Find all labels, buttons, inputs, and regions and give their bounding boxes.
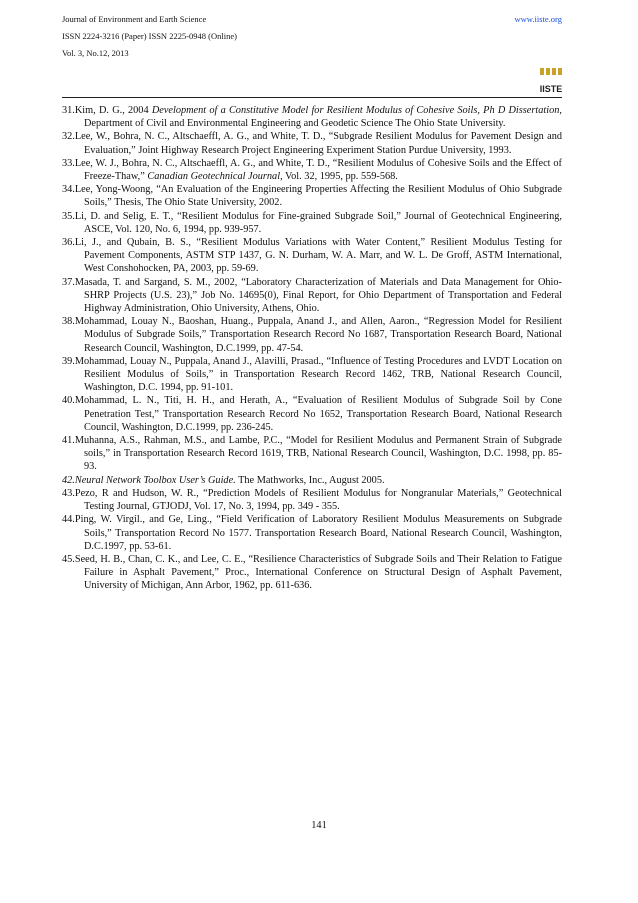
- journal-url-link[interactable]: www.iiste.org: [514, 14, 562, 24]
- reference-text: 34.Lee, Yong-Woong, “An Evaluation of the Engineering Properties Affecting the Resilient Modulus of Ohio Subgrade Soils,” Thesis, The Ohio State University, 2002.: [62, 184, 562, 209]
- header-divider: [62, 97, 562, 98]
- reference-item: [62, 130, 562, 156]
- reference-item: [62, 355, 562, 395]
- reference-text: 33.Lee, W. J., Bohra, N. C., Altschaeffl, A. G., and White, T. D., “Resilient Modulus of Cohesive Soils and the Effect of Freeze-Thaw,”: [62, 157, 562, 183]
- reference-text: 36.Li, J., and Qubain, B. S., “Resilient Modulus Variations with Water Content,” Resilient Modulus Testing for Pavement Components, ASTM STP 1437, G. N. Durham, W. A. Marr, and W. L. De Groff, ASTM International, West Conshohocken, PA, 2003, pp. 59-69.: [62, 237, 562, 275]
- reference-text: 45.Seed, H. B., Chan, C. K., and Lee, C. E., “Resilience Characteristics of Subgrade Soils and Their Relation to Fatigue Failure in Asphalt Pavement,” Proc., International Conference on Structural Design of Asphalt Pavement, University of Michigan, Ann Arbor, 1962, pp. 611-636.: [62, 553, 562, 592]
- reference-item: [62, 434, 562, 474]
- reference-text: 39.Mohammad, Louay N., Puppala, Anand J., Alavilli, Prasad., “Influence of Testing Procedures and LVDT Location on Resilient Modulus of Soils,” in Transportation Research Record 1462, TRB, National Research Council, Washington, D.C. 1994, pp. 91-101.: [62, 355, 562, 394]
- reference-item: [62, 157, 562, 183]
- reference-text: , Department of Civil and Environmental Engineering and Geodetic Science The Ohio State University.: [84, 105, 562, 130]
- reference-item: [62, 236, 562, 276]
- reference-item: [62, 315, 562, 355]
- volume-line: Vol. 3, No.12, 2013: [62, 48, 129, 58]
- reference-italic-text: Canadian Geotechnical Journal,: [147, 171, 283, 183]
- issn-line: ISSN 2224-3216 (Paper) ISSN 2225-0948 (Online): [62, 31, 237, 41]
- reference-item: [62, 474, 562, 487]
- reference-text: Vol. 32, 1995, pp. 559-568.: [282, 171, 398, 183]
- reference-item: [62, 183, 562, 209]
- reference-item: [62, 394, 562, 434]
- reference-item: [62, 553, 562, 593]
- reference-text: 43.Pezo, R and Hudson, W. R., “Prediction Models of Resilient Modulus for Nongranular Materials,” Geotechnical Testing Journal, GTJODJ, Vol. 17, No. 3, 1994, pp. 349 - 355.: [62, 487, 562, 513]
- reference-text: 38.Mohammad, Louay N., Baoshan, Huang., Puppala, Anand J., and Allen, Aaron., “Regression Model for Resilient Modulus of Subgrade Soils,” Transportation Research Record No 1687, Transportation Research Board, National Research Council, Washington, D.C.1999, pp. 47-54.: [62, 316, 562, 354]
- svg-text:IISTE: IISTE: [539, 84, 563, 94]
- reference-italic-text: Development of a Constitutive Model for Resilient Modulus of Cohesive Soils, Ph D Dissertation: [151, 105, 560, 116]
- reference-italic-text: 42.Neural Network Toolbox User’s Guide.: [62, 474, 236, 486]
- reference-text: 32.Lee, W., Bohra, N. C., Altschaeffl, A. G., and White, T. D., “Subgrade Resilient Modulus for Pavement Design and Evaluation,” Joint Highway Research Project Engineering Experiment Station Purdue University, 1993.: [62, 131, 562, 156]
- reference-text: 31.Kim, D. G., 2004: [62, 105, 152, 116]
- reference-text: 40.Mohammad, L. N., Titi, H. H., and Herath, A., “Evaluation of Resilient Modulus of Subgrade Soil by Cone Penetration Test,” Transportation Research Record No 1652, Transportation Research Board, National Research Council, Washington, D.C.1999, pp. 236-245.: [62, 395, 562, 433]
- reference-item: [62, 513, 562, 553]
- reference-text: 41.Muhanna, A.S., Rahman, M.S., and Lambe, P.C., “Model for Resilient Modulus and Permanent Strain of Subgrade soils,” in Transportation Research Record 1619, TRB, National Research Council, Washington, D.C. 1998, pp. 85-93.: [62, 435, 562, 473]
- reference-item: [62, 487, 562, 513]
- reference-text: 37.Masada, T. and Sargand, S. M., 2002, “Laboratory Characterization of Materials and Data Management for Ohio-SHRP Projects (U.S. 23),” Job No. 14695(0), Final Report, for Ohio Department of Transportation and Federal Highway Administration, Ohio University, Athens, Ohio.: [62, 276, 562, 315]
- reference-item: [62, 210, 562, 236]
- reference-item: [62, 104, 562, 130]
- reference-item: [62, 276, 562, 316]
- reference-text: 35.Li, D. and Selig, E. T., “Resilient Modulus for Fine-grained Subgrade Soil,” Journal of Geotechnical Engineering, ASCE, Vol. 120, No. 6, 1994, pp. 939-957.: [62, 210, 562, 235]
- reference-text: 44.Ping, W. Virgil., and Ge, Ling., “Field Verification of Laboratory Resilient Modulus Measurements on Subgrade Soils,” Transportation Record No 1577. Transportation Research Board, National Research Council, Washington, D.C.1997, pp. 53-61.: [62, 514, 562, 552]
- journal-title: Journal of Environment and Earth Science: [62, 14, 207, 24]
- reference-text: The Mathworks, Inc., August 2005.: [235, 474, 385, 486]
- reference-list: [62, 104, 562, 593]
- page-number: 141: [311, 820, 327, 831]
